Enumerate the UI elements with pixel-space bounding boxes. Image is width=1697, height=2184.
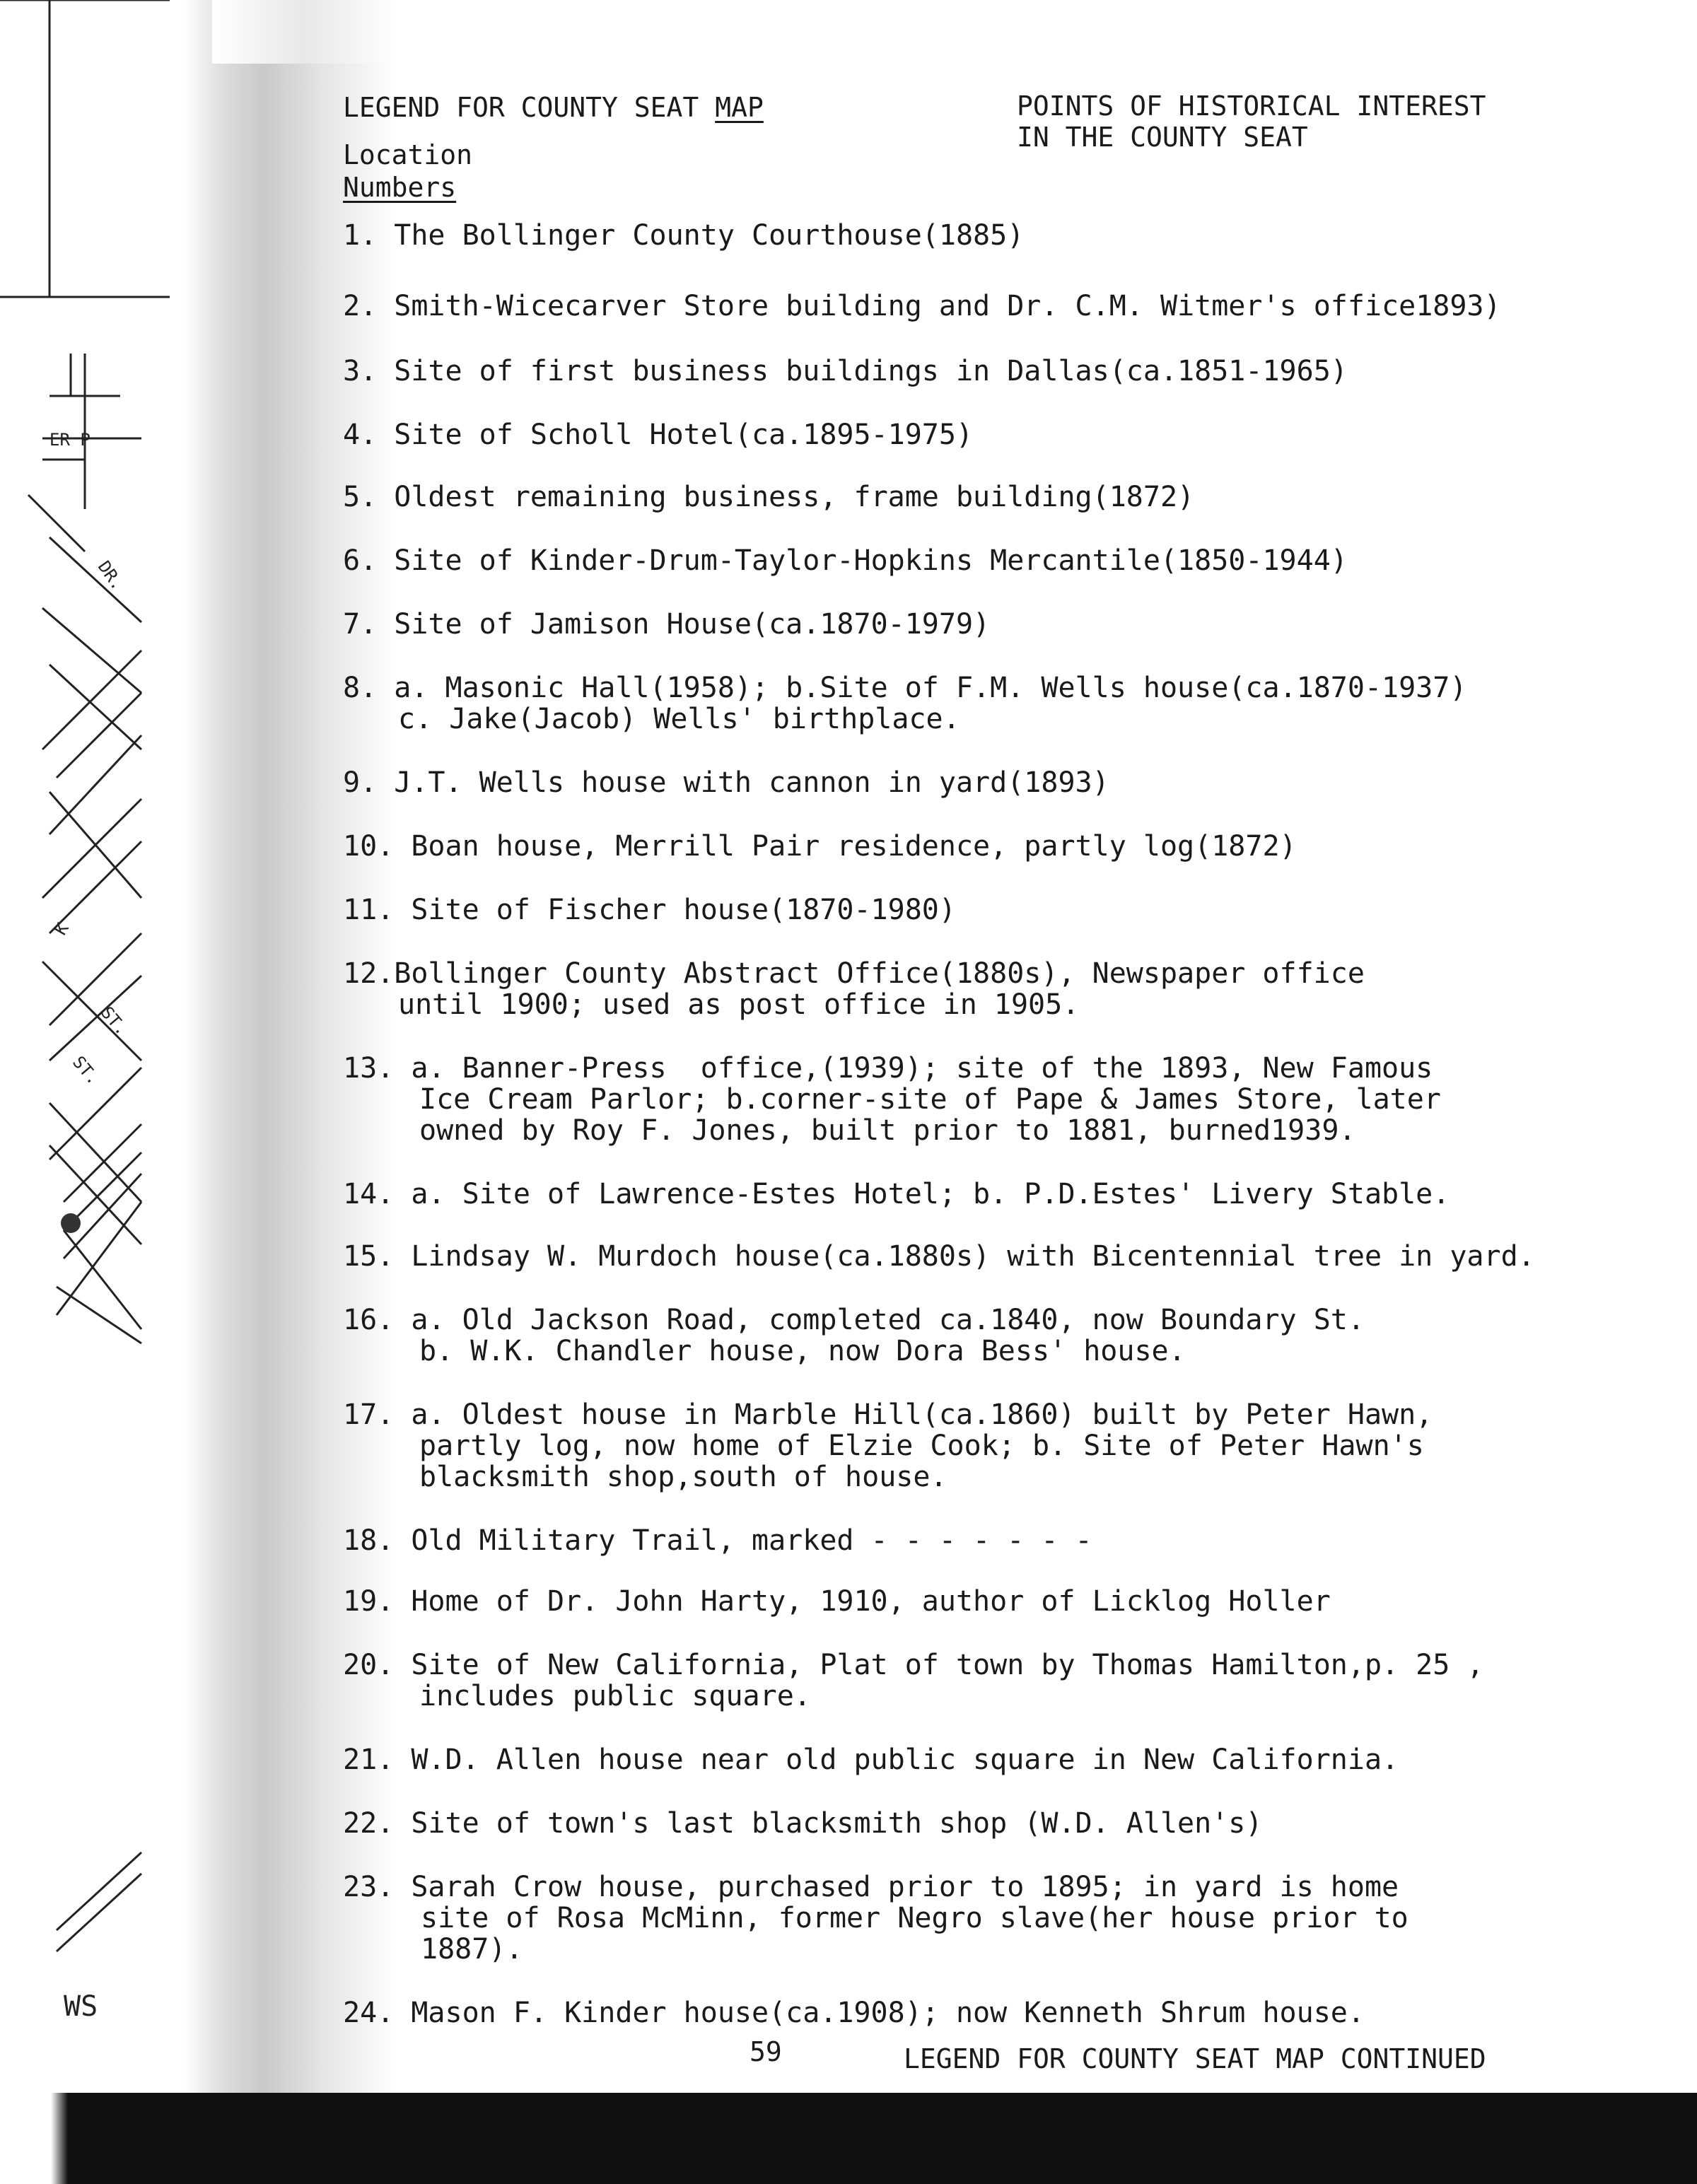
list-item [343, 219, 1024, 252]
map-label-street-2: DR. [93, 557, 128, 594]
item-text: Boan house, Merrill Pair residence, partly log(1872) [411, 830, 1297, 863]
item-text: Sarah Crow house, purchased prior to 1895; in yard is home [411, 1871, 1399, 1903]
item-text: site of Rosa McMinn, former Negro slave(her house prior to [421, 1902, 1409, 1934]
points-title-line1: POINTS OF HISTORICAL INTEREST [1017, 90, 1486, 122]
scan-edge-shadow [0, 2093, 1697, 2184]
list-item [343, 1807, 1262, 1840]
item-number: 7. [343, 608, 378, 641]
item-text: J.T. Wells house with cannon in yard(1893) [394, 766, 1109, 799]
item-number: 10. [343, 830, 395, 863]
list-item [343, 672, 1466, 704]
item-text: a. Banner-Press office,(1939); site of the 1893, New Famous [411, 1052, 1433, 1085]
list-item [343, 481, 1194, 513]
item-number: 13. [343, 1052, 395, 1085]
item-text: until 1900; used as post office in 1905. [398, 988, 1080, 1021]
item-number: 21. [343, 1744, 395, 1776]
item-text: a. Masonic Hall(1958); b.Site of F.M. Wells house(ca.1870-1937) [394, 672, 1467, 704]
item-text: Site of Scholl Hotel(ca.1895-1975) [394, 419, 974, 451]
list-item-continuation [419, 1114, 1356, 1147]
item-text: b. W.K. Chandler house, now Dora Bess' house. [419, 1335, 1186, 1367]
page-curl [212, 0, 396, 64]
list-item [343, 1744, 1399, 1776]
list-item [343, 290, 1501, 322]
item-number: 3. [343, 355, 378, 387]
item-text: a. Site of Lawrence-Estes Hotel; b. P.D.Estes' Livery Stable. [411, 1178, 1450, 1210]
item-text: a. Oldest house in Marble Hill(ca.1860) built by Peter Hawn, [411, 1398, 1433, 1431]
item-text: Mason F. Kinder house(ca.1908); now Kenneth Shrum house. [411, 1997, 1365, 2029]
item-text: Oldest remaining business, frame building(1872) [394, 481, 1195, 513]
list-item-continuation [398, 703, 960, 735]
item-text: Site of Jamison House(ca.1870-1979) [394, 608, 991, 641]
item-text: Bollinger County Abstract Office(1880s), Newspaper office [394, 957, 1365, 990]
list-item [343, 1178, 1450, 1210]
item-text: Site of Fischer house(1870-1980) [411, 894, 956, 926]
item-number: 4. [343, 419, 378, 451]
list-item [343, 1871, 1399, 1903]
item-number: 15. [343, 1240, 395, 1273]
list-item [343, 419, 973, 451]
item-text: partly log, now home of Elzie Cook; b. Site of Peter Hawn's [419, 1430, 1424, 1462]
list-item [343, 544, 1348, 577]
numbers-label: Numbers [343, 172, 457, 203]
list-item-continuation [419, 1430, 1424, 1462]
item-text: Site of first business buildings in Dallas(ca.1851-1965) [394, 355, 1348, 387]
list-item-continuation [398, 988, 1079, 1021]
item-text: Site of Kinder-Drum-Taylor-Hopkins Mercantile(1850-1944) [394, 544, 1348, 577]
item-number: 16. [343, 1304, 395, 1336]
item-text: Old Military Trail, marked - - - - - - - [411, 1524, 1092, 1557]
list-item [343, 608, 990, 641]
map-label-street-5: ST. [69, 1052, 104, 1089]
item-text: c. Jake(Jacob) Wells' birthplace. [398, 703, 960, 735]
list-item [343, 894, 956, 926]
item-number: 1. [343, 219, 378, 252]
list-item-continuation [419, 1083, 1441, 1116]
list-item-continuation [421, 1902, 1409, 1934]
location-numbers-label [343, 139, 472, 204]
continued-note: LEGEND FOR COUNTY SEAT MAP CONTINUED [904, 2043, 1486, 2074]
item-number: 8. [343, 672, 378, 704]
list-item-continuation [419, 1335, 1186, 1367]
list-item [343, 1052, 1433, 1085]
list-item [343, 1524, 1092, 1557]
list-item [343, 957, 1365, 990]
list-item-continuation [421, 1933, 523, 1966]
item-text: Site of New California, Plat of town by Thomas Hamilton,p. 25 , [411, 1649, 1484, 1681]
item-number: 14. [343, 1178, 395, 1210]
item-text: Smith-Wicecarver Store building and Dr. C.M. Witmer's office1893) [394, 290, 1501, 322]
list-item [343, 1649, 1484, 1681]
item-text: Site of town's last blacksmith shop (W.D. Allen's) [411, 1807, 1263, 1840]
list-item-continuation [419, 1680, 811, 1712]
item-number: 24. [343, 1997, 395, 2029]
item-number: 18. [343, 1524, 395, 1557]
item-number: 20. [343, 1649, 395, 1681]
list-item [343, 1585, 1331, 1618]
item-number: 6. [343, 544, 378, 577]
item-number: 23. [343, 1871, 395, 1903]
item-text: The Bollinger County Courthouse(1885) [394, 219, 1025, 252]
map-fragment [0, 0, 170, 2093]
legend-title [343, 90, 764, 124]
list-item [343, 830, 1297, 863]
list-item [343, 1304, 1365, 1336]
item-text: W.D. Allen house near old public square in New California. [411, 1744, 1399, 1776]
points-title [1017, 90, 1486, 153]
item-text: includes public square. [419, 1680, 811, 1712]
item-number: 11. [343, 894, 395, 926]
list-item [343, 355, 1348, 387]
legend-title-prefix: LEGEND FOR COUNTY SEAT [343, 92, 716, 123]
item-number: 2. [343, 290, 378, 322]
item-text: Home of Dr. John Harty, 1910, author of Licklog Holler [411, 1585, 1331, 1618]
map-lines [0, 0, 170, 2093]
item-number: 22. [343, 1807, 395, 1840]
item-text: a. Old Jackson Road, completed ca.1840, now Boundary St. [411, 1304, 1365, 1336]
list-item [343, 1997, 1365, 2029]
item-number: 9. [343, 766, 378, 799]
item-text: 1887). [421, 1933, 523, 1966]
legend-title-map: MAP [715, 92, 764, 123]
list-item [343, 1240, 1535, 1273]
map-label-street-3: K [50, 919, 73, 939]
item-text: owned by Roy F. Jones, built prior to 1881, burned1939. [419, 1114, 1356, 1147]
item-number: 12. [343, 957, 395, 990]
list-item [343, 1398, 1433, 1431]
page-number: 59 [750, 2036, 782, 2067]
list-item [343, 766, 1109, 799]
item-number: 19. [343, 1585, 395, 1618]
points-title-line2: IN THE COUNTY SEAT [1017, 122, 1308, 153]
location-label: Location [343, 139, 473, 170]
item-text: blacksmith shop,south of house. [419, 1461, 947, 1493]
map-label-ws: WS [64, 1990, 98, 2023]
item-text: Lindsay W. Murdoch house(ca.1880s) with Bicentennial tree in yard. [411, 1240, 1535, 1273]
list-item-continuation [419, 1461, 947, 1493]
item-text: Ice Cream Parlor; b.corner-site of Pape & James Store, later [419, 1083, 1441, 1116]
map-label-street-1: ER P [49, 430, 91, 450]
item-number: 5. [343, 481, 378, 513]
map-label-street-4: ST. [97, 1003, 132, 1039]
item-number: 17. [343, 1398, 395, 1431]
